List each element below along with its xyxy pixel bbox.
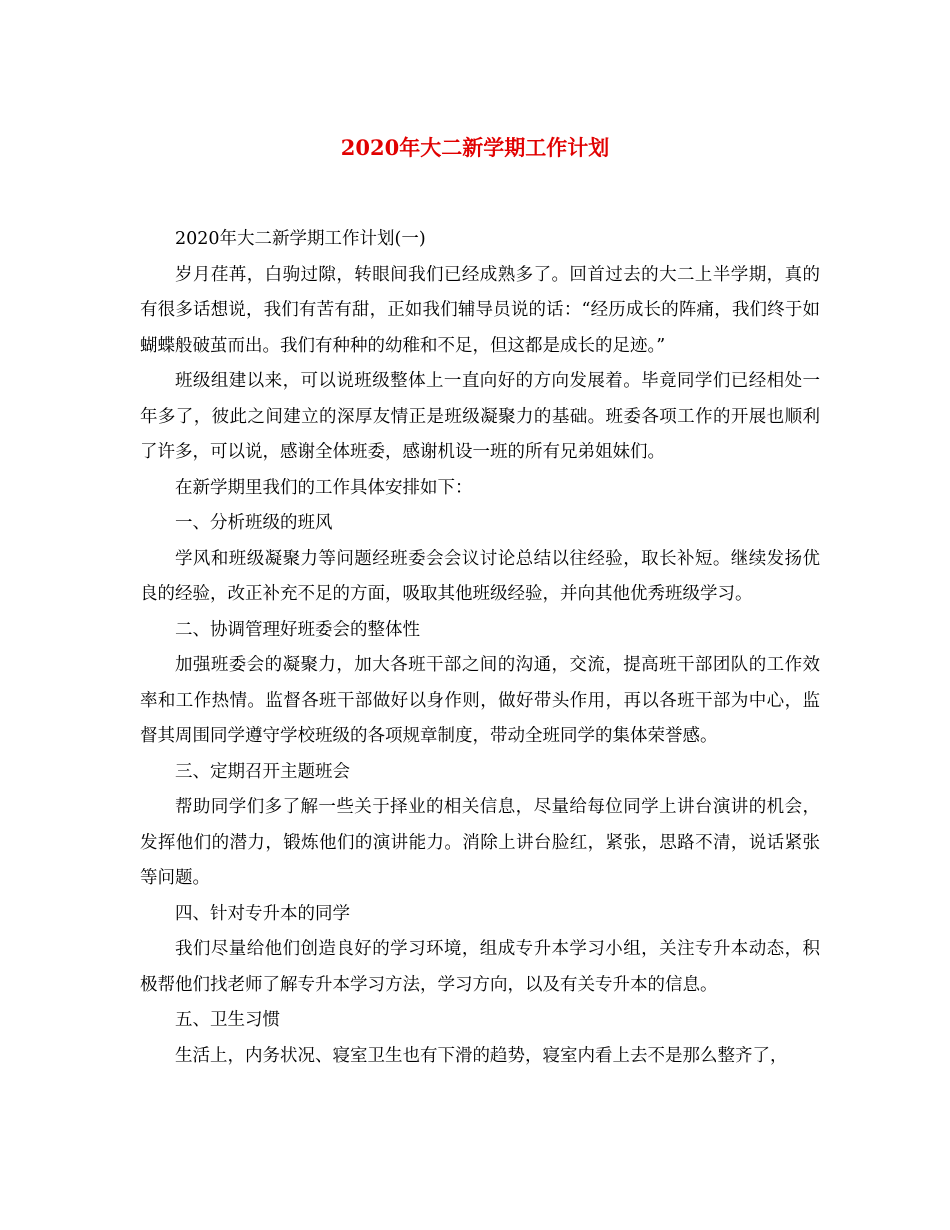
paragraph: 我们尽量给他们创造良好的学习环境，组成专升本学习小组，关注专升本动态，积极帮他们找老师了解专升本学习方法，学习方向，以及有关专升本的信息。: [140, 939, 820, 995]
section-heading: 四、针对专升本的同学: [175, 903, 350, 924]
section-heading: 一、分析班级的班风: [175, 513, 333, 533]
document-title: 2020年大二新学期工作计划: [340, 135, 610, 160]
paragraph: 加强班委会的凝聚力，加大各班干部之间的沟通，交流，提高班干部团队的工作效率和工作热情。监督各班干部做好以身作则，做好带头作用，再以各班干部为中心，监督其周围同学遵守学校班级的各项规章制度，带动全班同学的集体荣誉感。: [140, 655, 820, 746]
paragraph: 帮助同学们多了解一些关于择业的相关信息，尽量给每位同学上讲台演讲的机会，发挥他们的潜力，锻炼他们的演讲能力。消除上讲台脸红，紧张，思路不清，说话紧张等问题。: [140, 797, 820, 888]
document-body: [140, 222, 820, 1074]
paragraph: 岁月荏苒，白驹过隙，转眼间我们已经成熟多了。回首过去的大二上半学期，真的有很多话想说，我们有苦有甜，正如我们辅导员说的话：“经历成长的阵痛，我们终于如蝴蝶般破茧而出。我们有种种的幼稚和不足，但这都是成长的足迹。”: [140, 264, 820, 356]
paragraph: 学风和班级凝聚力等问题经班委会会议讨论总结以往经验，取长补短。继续发扬优良的经验，改正补充不足的方面，吸取其他班级经验，并向其他优秀班级学习。: [140, 548, 820, 604]
paragraph: 班级组建以来，可以说班级整体上一直向好的方向发展着。毕竟同学们已经相处一年多了，彼此之间建立的深厚友情正是班级凝聚力的基础。班委各项工作的开展也顺利了许多，可以说，感谢全体班委，感谢机设一班的所有兄弟姐妹们。: [140, 371, 820, 462]
paragraph: 生活上，内务状况、寝室卫生也有下滑的趋势，寝室内看上去不是那么整齐了，: [175, 1045, 788, 1066]
section-heading: 2020年大二新学期工作计划(一): [175, 229, 426, 249]
paragraph: 在新学期里我们的工作具体安排如下：: [175, 477, 473, 498]
section-heading: 三、定期召开主题班会: [175, 761, 350, 782]
section-heading: 二、协调管理好班委会的整体性: [175, 619, 420, 640]
section-heading: 五、卫生习惯: [175, 1010, 280, 1030]
